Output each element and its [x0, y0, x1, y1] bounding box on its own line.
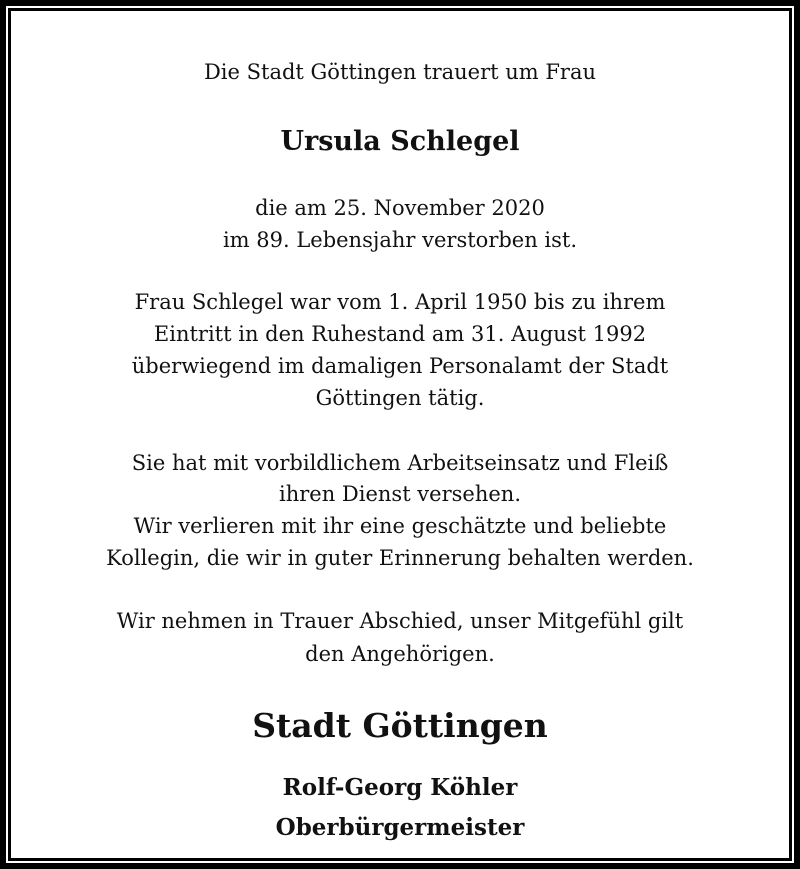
signature-title: Oberbürgermeister — [275, 814, 525, 841]
tribute-line: Kollegin, die wir in guter Erinnerung behalten werden. — [106, 546, 694, 570]
intro-text: Die Stadt Göttingen trauert um Frau — [203, 60, 597, 84]
closing-line: Wir nehmen in Trauer Abschied, unser Mitgefühl gilt — [116, 609, 684, 633]
death-line: die am 25. November 2020 — [255, 196, 545, 220]
tribute-line: Wir verlieren mit ihr eine geschätzte und beliebte — [133, 514, 667, 538]
death-line: im 89. Lebensjahr verstorben ist. — [222, 228, 578, 252]
career-line: Eintritt in den Ruhestand am 31. August 1992 — [153, 322, 647, 346]
signature-organization: Stadt Göttingen — [252, 706, 548, 745]
career-line: Göttingen tätig. — [315, 386, 485, 410]
signature-name: Rolf-Georg Köhler — [282, 774, 518, 801]
career-line: Frau Schlegel war vom 1. April 1950 bis zu ihrem — [134, 290, 666, 314]
tribute-line: ihren Dienst versehen. — [279, 482, 521, 506]
career-line: überwiegend im damaligen Personalamt der Stadt — [131, 354, 669, 378]
tribute-line: Sie hat mit vorbildlichem Arbeitseinsatz und Fleiß — [131, 451, 669, 475]
closing-line: den Angehörigen. — [305, 642, 495, 666]
deceased-name: Ursula Schlegel — [280, 126, 520, 157]
